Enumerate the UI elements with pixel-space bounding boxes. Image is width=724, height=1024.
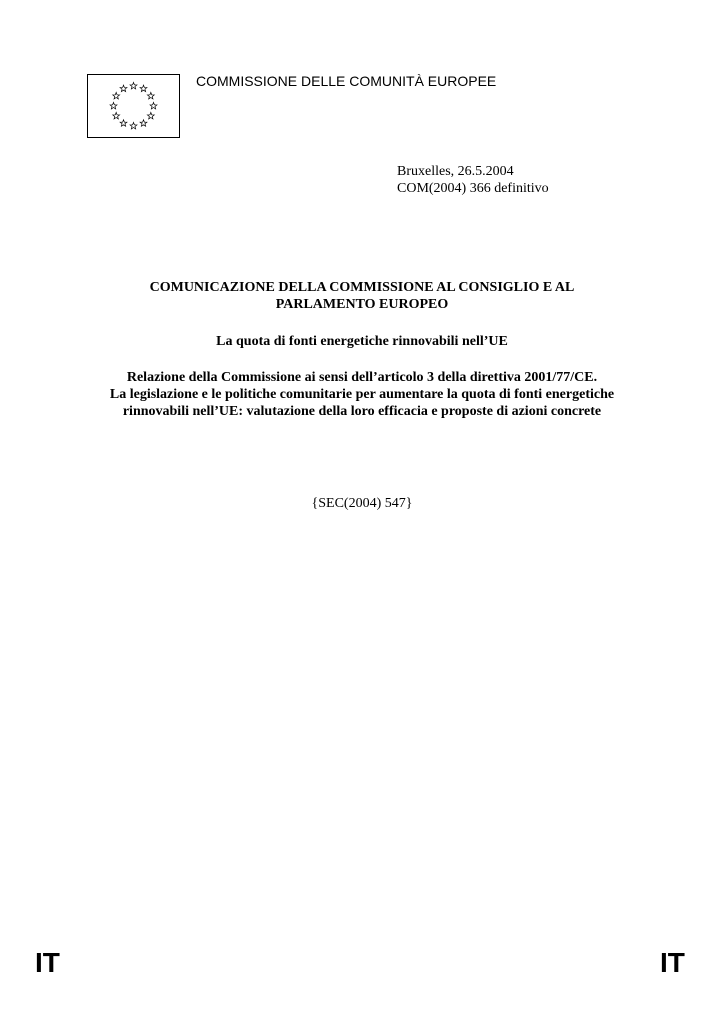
language-code-right: IT (660, 947, 685, 978)
flag-star-icon (147, 112, 154, 119)
place-date: Bruxelles, 26.5.2004 (397, 164, 514, 179)
organization-name: COMMISSIONE DELLE COMUNITÀ EUROPEE (196, 73, 497, 89)
document-title-line-2: PARLAMENTO EUROPEO (275, 297, 449, 312)
flag-star-icon (110, 102, 117, 109)
flag-star-icon (147, 92, 154, 99)
document-reference (397, 163, 549, 197)
document-title-line-1: COMUNICAZIONE DELLA COMMISSIONE AL CONSIGLIO E AL (149, 280, 575, 295)
eu-flag-icon (87, 74, 180, 138)
flag-star-icon (130, 82, 137, 89)
sec-reference: {SEC(2004) 547} (311, 496, 413, 511)
flag-star-icon (120, 120, 127, 127)
document-number: COM(2004) 366 definitivo (397, 181, 549, 196)
flag-star-icon (120, 85, 127, 92)
flag-star-icon (150, 102, 157, 109)
language-code-left: IT (35, 947, 60, 978)
flag-star-icon (140, 85, 147, 92)
flag-star-icon (130, 122, 137, 129)
flag-star-icon (140, 120, 147, 127)
report-line-1: Relazione della Commissione ai sensi dell’articolo 3 della direttiva 2001/77/CE. (126, 370, 598, 385)
document-subtitle: La quota di fonti energetiche rinnovabili nell’UE (216, 334, 508, 349)
flag-star-icon (113, 92, 120, 99)
flag-star-icon (113, 112, 120, 119)
report-description (0, 369, 724, 420)
report-line-3: rinnovabili nell’UE: valutazione della loro efficacia e proposte di azioni concrete (122, 404, 602, 419)
document-title (0, 279, 724, 313)
report-line-2: La legislazione e le politiche comunitarie per aumentare la quota di fonti energetiche (109, 387, 615, 402)
